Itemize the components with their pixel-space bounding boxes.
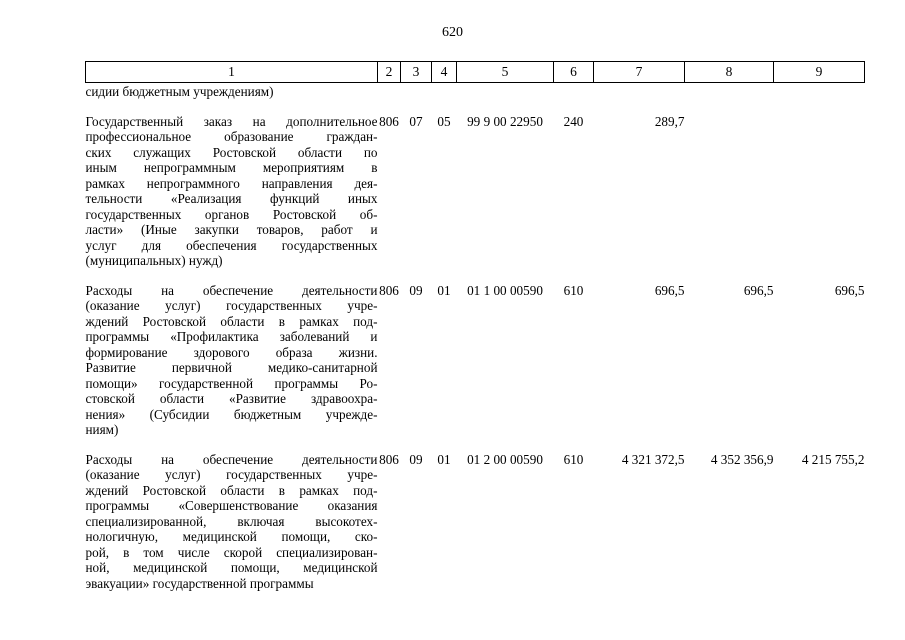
cell-ministry: 806 (379, 282, 399, 298)
column-header: 7 (594, 62, 685, 83)
cell-amount-col8: 4 352 356,9 (710, 451, 774, 467)
description-line: услуг для обеспечения государственных (85, 237, 378, 253)
cell-section: 07 (409, 113, 423, 129)
cell-ministry: 806 (379, 451, 399, 467)
description-line: Государственный заказ на дополнительное (85, 113, 378, 129)
cell-section: 09 (409, 282, 423, 298)
cell-amount-col7: 289,7 (654, 113, 685, 129)
column-header: 8 (685, 62, 774, 83)
description-line: ских служащих Ростовской области по (85, 144, 378, 160)
page-number: 620 (442, 25, 463, 40)
description-line: ласти» (Иные закупки товаров, работ и (85, 222, 378, 237)
description-line: рой, в том числе скорой специализирован- (85, 544, 378, 560)
row-description (86, 438, 378, 592)
row-description (86, 269, 378, 438)
description-line: (муниципальных) нужд) (85, 253, 223, 268)
description-line: государственных органов Ростовской об- (85, 206, 378, 222)
cell-amount-col9: 4 215 755,2 (801, 451, 865, 467)
cell-section: 09 (409, 451, 423, 467)
description-line: программы «Профилактика заболеваний и (85, 329, 378, 344)
cell-amount-col9: 696,5 (834, 282, 865, 298)
table-row (86, 269, 865, 438)
description-line: иным непрограммным мероприятиям в (85, 160, 378, 175)
cell-subsection: 01 (437, 282, 451, 298)
cell-target-article: 01 1 00 00590 (467, 282, 543, 298)
cell-ministry: 806 (379, 113, 399, 129)
cell-amount-col8: 696,5 (743, 282, 774, 298)
description-line: тельности «Реализация функций иных (85, 191, 378, 206)
cell-subsection: 01 (437, 451, 451, 467)
column-header: 5 (457, 62, 554, 83)
budget-table (85, 61, 865, 591)
column-header: 3 (401, 62, 432, 83)
description-line: ной, медицинской помощи, медицинской (85, 560, 378, 575)
description-line: ниям) (85, 422, 119, 437)
description-line: эвакуации» государственной программы (85, 575, 314, 591)
continuation-text: сидии бюджетным учреждениям) (85, 84, 274, 99)
description-line: профессиональное образование граждан- (85, 129, 378, 144)
cell-expense-type: 240 (563, 113, 584, 129)
cell-subsection: 05 (437, 113, 451, 129)
cell-target-article: 99 9 00 22950 (467, 113, 543, 129)
description-line: Развитие первичной медико-санитарной (85, 360, 378, 375)
table-row (86, 438, 865, 592)
continuation-row (86, 83, 865, 100)
description-line: Расходы на обеспечение деятельности (85, 451, 378, 467)
description-line: формирование здорового образа жизни. (85, 344, 378, 360)
description-line: специализированной, включая высокотех- (85, 513, 378, 529)
cell-amount-col8 (685, 100, 774, 269)
cell-expense-type: 610 (563, 282, 584, 298)
column-header: 4 (432, 62, 457, 83)
description-line: нологичную, медицинской помощи, ско- (85, 529, 378, 544)
description-line: помощи» государственной программы Ро- (85, 375, 378, 391)
table-header-row (86, 62, 865, 83)
column-header: 6 (554, 62, 594, 83)
column-header: 9 (774, 62, 865, 83)
cell-amount-col7: 4 321 372,5 (621, 451, 685, 467)
column-header: 2 (378, 62, 401, 83)
description-line: Расходы на обеспечение деятельности (85, 282, 378, 298)
description-line: ждений Ростовской области в рамках под- (85, 313, 378, 329)
cell-amount-col7: 696,5 (654, 282, 685, 298)
description-line: ждений Ростовской области в рамках под- (85, 482, 378, 498)
row-description (86, 100, 378, 269)
description-line: (оказание услуг) государственных учре- (85, 467, 378, 482)
column-header: 1 (86, 62, 378, 83)
cell-amount-col9 (774, 100, 865, 269)
table-row (86, 100, 865, 269)
description-line: нения» (Субсидии бюджетным учрежде- (85, 406, 378, 422)
cell-target-article: 01 2 00 00590 (467, 451, 543, 467)
description-line: стовской области «Развитие здравоохра- (85, 391, 378, 406)
cell-expense-type: 610 (563, 451, 584, 467)
description-line: рамках непрограммного направления дея- (85, 175, 378, 191)
description-line: (оказание услуг) государственных учре- (85, 298, 378, 313)
description-line: программы «Совершенствование оказания (85, 498, 378, 513)
